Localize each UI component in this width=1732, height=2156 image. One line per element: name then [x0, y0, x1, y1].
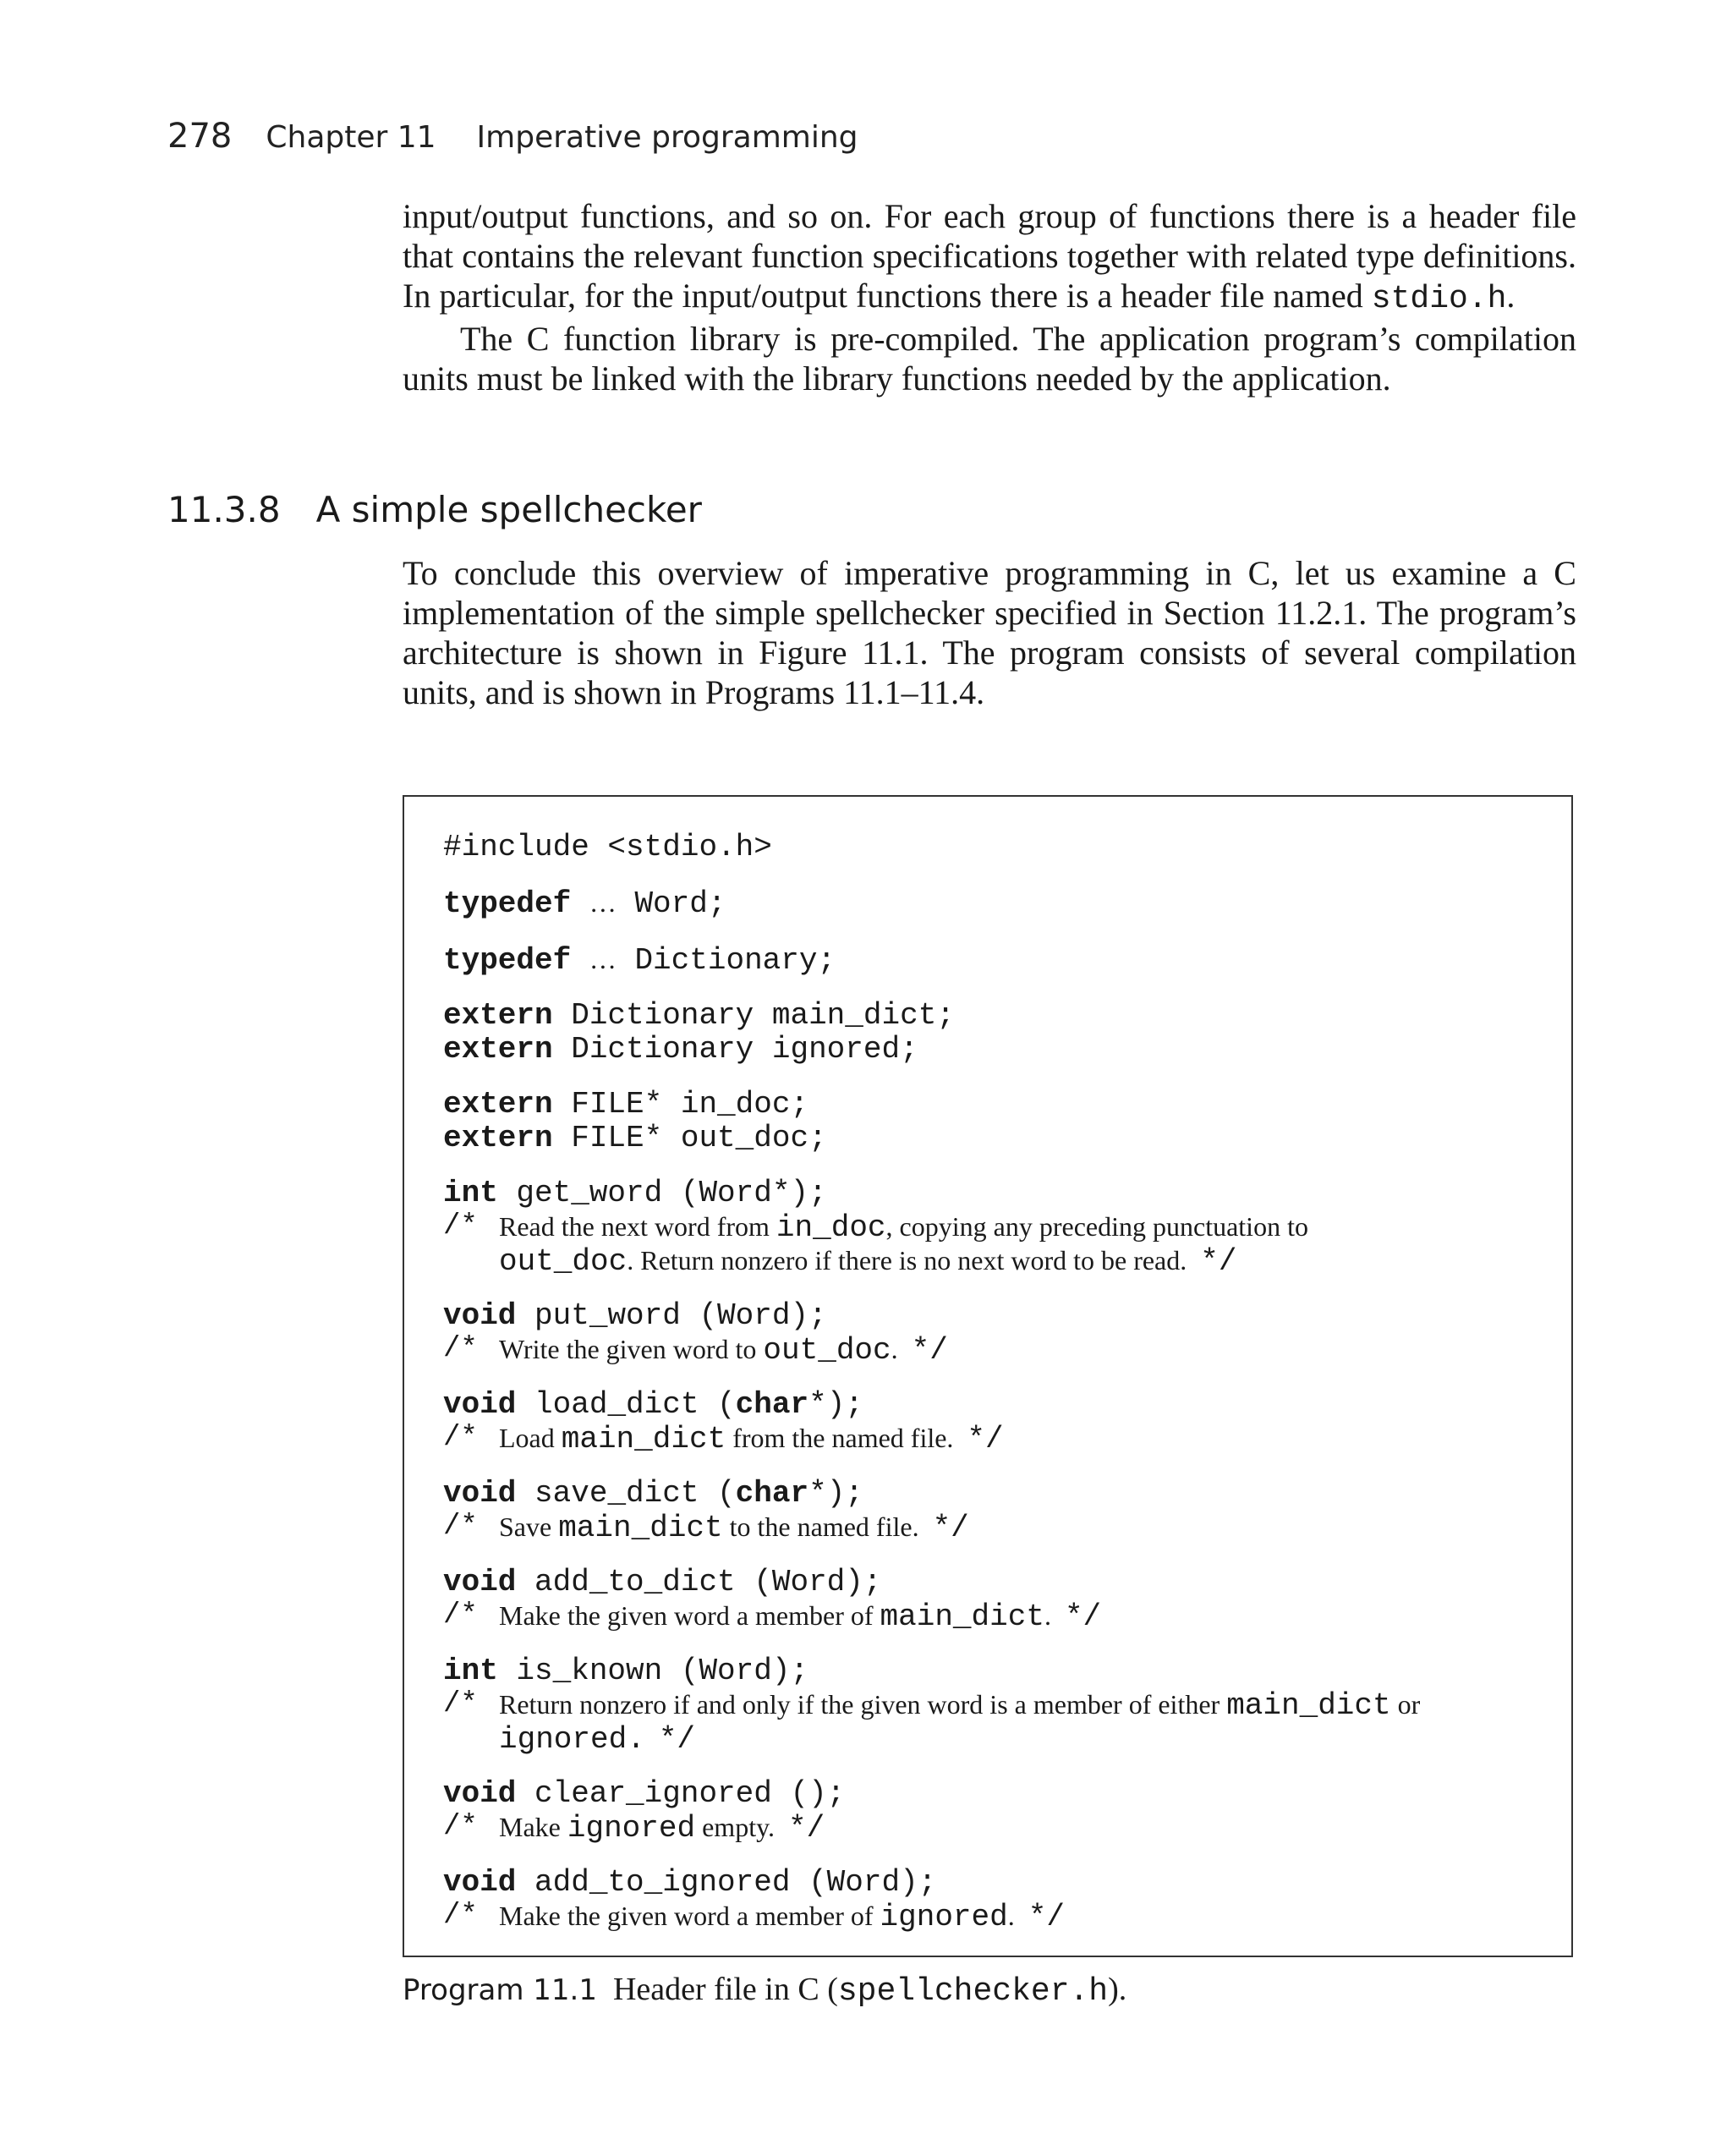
keyword: char — [735, 1387, 809, 1422]
intro-p1-text: input/output functions, and so on. For each group of functions there is a header file that contains the relevant function specifications together with related type definitions. In particular, for the input/output functions there is a header file named — [403, 197, 1576, 315]
comment-close: */ — [932, 1511, 969, 1545]
comment-close: */ — [1028, 1900, 1065, 1934]
code-line — [443, 1866, 1571, 1900]
comment-text: Make — [499, 1812, 567, 1842]
code-line — [443, 999, 1571, 1033]
code-text: get_word (Word*); — [497, 1176, 827, 1210]
comment-close: */ — [1200, 1244, 1237, 1279]
keyword: char — [735, 1476, 809, 1511]
comment-text: Write the given word to — [499, 1334, 764, 1364]
code-text: add_to_ignored (Word); — [516, 1865, 937, 1900]
code-comment — [443, 1599, 1571, 1633]
code-add-to-ignored — [443, 1866, 1571, 1934]
comment-code: main_dict — [1226, 1688, 1391, 1723]
keyword: void — [443, 1387, 517, 1422]
comment-open: /* — [443, 1422, 478, 1454]
code-text: Dictionary main_dict; — [552, 998, 955, 1033]
caption-label: Program 11.1 — [403, 1973, 597, 2007]
code-text: Dictionary; — [616, 943, 836, 978]
keyword: void — [443, 1865, 517, 1900]
keyword: extern — [443, 998, 553, 1033]
code-text: put_word (Word); — [516, 1298, 827, 1333]
code-line — [443, 1033, 1571, 1067]
comment-open: /* — [443, 1599, 478, 1632]
keyword: int — [443, 1654, 498, 1688]
comment-text: empty. — [695, 1812, 775, 1842]
keyword: void — [443, 1565, 517, 1599]
code-text: *); — [808, 1476, 863, 1511]
comment-close: */ — [1064, 1599, 1102, 1634]
code-line — [443, 1777, 1571, 1811]
comment-code: main_dict — [558, 1511, 723, 1545]
ellipsis: … — [589, 887, 617, 918]
code-text: add_to_dict (Word); — [516, 1565, 882, 1599]
keyword: extern — [443, 1087, 553, 1122]
code-typedef-word — [443, 886, 1571, 921]
code-comment — [443, 1333, 1571, 1367]
code-line — [443, 1566, 1571, 1599]
section-number: 11.3.8 — [167, 489, 281, 530]
code-clear-ignored — [443, 1777, 1571, 1845]
chapter-label: Chapter 11 — [266, 120, 436, 155]
intro-paragraph-1 — [403, 196, 1576, 319]
code-get-word — [443, 1177, 1571, 1278]
keyword: void — [443, 1298, 517, 1333]
code-comment — [443, 1900, 1571, 1934]
comment-code: ignored — [880, 1900, 1008, 1934]
comment-text: from the named file. — [726, 1423, 954, 1453]
code-line — [443, 1299, 1571, 1333]
keyword: extern — [443, 1121, 553, 1155]
comment-close: */ — [788, 1811, 825, 1846]
intro-paragraph-2: The C function library is pre-compiled. The application program’s compilation units must be linked with the library functions needed by the application. — [403, 320, 1576, 398]
keyword: void — [443, 1476, 517, 1511]
code-line — [443, 1477, 1571, 1511]
code-comment — [443, 1811, 1571, 1845]
code-text: is_known (Word); — [497, 1654, 809, 1688]
intro-p1-code: stdio.h — [1371, 281, 1507, 317]
code-save-dict — [443, 1477, 1571, 1544]
caption-code: spellchecker.h — [837, 1973, 1109, 2010]
comment-text: . — [1044, 1600, 1051, 1631]
code-is-known — [443, 1654, 1571, 1756]
keyword: void — [443, 1776, 517, 1811]
comment-close: */ — [911, 1333, 948, 1368]
code-text: save_dict ( — [516, 1476, 736, 1511]
code-line — [443, 1088, 1571, 1122]
comment-open: /* — [443, 1811, 478, 1843]
comment-text: Return nonzero if and only if the given word is a member of either — [499, 1689, 1227, 1720]
keyword: extern — [443, 1032, 553, 1067]
code-comment — [443, 1210, 1571, 1278]
comment-code: out_doc — [499, 1244, 628, 1279]
code-text: Dictionary ignored; — [552, 1032, 918, 1067]
code-text: *); — [808, 1387, 863, 1422]
page-number: 278 — [167, 117, 233, 156]
code-load-dict — [443, 1388, 1571, 1456]
comment-text: . — [891, 1334, 898, 1364]
code-comment — [443, 1511, 1571, 1544]
code-text: FILE* in_doc; — [552, 1087, 809, 1122]
comment-open: /* — [443, 1210, 478, 1243]
intro-text — [403, 196, 1576, 398]
comment-code: main_dict — [880, 1599, 1044, 1634]
comment-code: ignored — [567, 1811, 696, 1846]
program-listing — [403, 795, 1573, 1957]
comment-text: Make the given word a member of — [499, 1901, 880, 1931]
section-body — [403, 553, 1576, 712]
code-line — [443, 1388, 1571, 1422]
code-text: clear_ignored (); — [516, 1776, 846, 1811]
comment-code: out_doc — [763, 1333, 891, 1368]
code-line — [443, 1122, 1571, 1155]
comment-code: ignored. — [499, 1722, 645, 1757]
comment-text: Load — [499, 1423, 562, 1453]
code-text: load_dict ( — [516, 1387, 736, 1422]
comment-close: */ — [658, 1722, 696, 1757]
code-typedef-dictionary — [443, 942, 1571, 978]
comment-text: . Return nonzero if there is no next word to be read. — [627, 1245, 1187, 1275]
code-text: Word; — [616, 886, 726, 921]
section-heading — [167, 489, 702, 530]
comment-text: Make the given word a member of — [499, 1600, 880, 1631]
comment-code: main_dict — [561, 1422, 726, 1457]
code-line — [443, 886, 1571, 921]
chapter-title: Imperative programming — [476, 120, 858, 155]
code-line — [443, 942, 1571, 978]
code-line: #include <stdio.h> — [443, 830, 772, 864]
code-add-to-dict — [443, 1566, 1571, 1633]
section-paragraph: To conclude this overview of imperative programming in C, let us examine a C implementation of the simple spellchecker specified in Section 11.2.1. The program’s architecture is shown in Figure 11.1. The program consists of several compilation units, and is shown in Programs 11.1–11.4. — [403, 554, 1576, 711]
code-put-word — [443, 1299, 1571, 1367]
comment-open: /* — [443, 1900, 478, 1932]
running-head — [167, 117, 858, 156]
comment-code: in_doc — [776, 1210, 886, 1245]
code-extern-files — [443, 1088, 1571, 1155]
code-line — [443, 1177, 1571, 1210]
code-extern-dicts — [443, 999, 1571, 1067]
comment-text: . — [1007, 1901, 1015, 1931]
comment-close: */ — [967, 1422, 1004, 1457]
section-title: A simple spellchecker — [315, 489, 702, 530]
keyword: int — [443, 1176, 498, 1210]
code-line — [443, 1654, 1571, 1688]
comment-text: to the named file. — [722, 1511, 919, 1542]
comment-open: /* — [443, 1333, 478, 1365]
comment-text: , copying any preceding punctuation to — [885, 1211, 1308, 1242]
comment-text: or — [1390, 1689, 1421, 1720]
code-include — [443, 831, 1571, 864]
comment-open: /* — [443, 1688, 478, 1720]
comment-text: Save — [499, 1511, 559, 1542]
code-text: FILE* out_doc; — [552, 1121, 827, 1155]
comment-open: /* — [443, 1511, 478, 1543]
program-caption — [403, 1971, 1126, 2010]
code-comment — [443, 1422, 1571, 1456]
caption-end: ). — [1108, 1972, 1127, 2007]
keyword: typedef — [443, 886, 572, 921]
caption-text: Header file in C ( — [612, 1972, 838, 2007]
comment-text: Read the next word from — [499, 1211, 776, 1242]
code-comment — [443, 1688, 1571, 1756]
intro-p1-end: . — [1506, 277, 1516, 315]
keyword: typedef — [443, 943, 572, 978]
ellipsis: … — [589, 944, 617, 974]
